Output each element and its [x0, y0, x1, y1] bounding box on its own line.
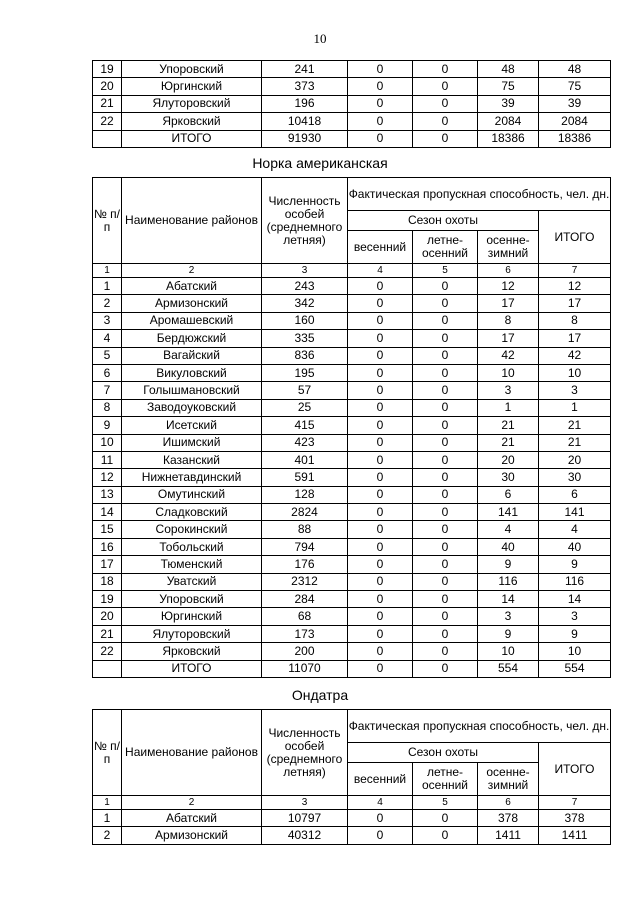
spring-value: 0 — [348, 486, 413, 503]
table-row — [93, 521, 611, 538]
summer-autumn-value: 0 — [413, 347, 478, 364]
summer-autumn-value: 0 — [413, 660, 478, 677]
column-index: 4 — [348, 264, 413, 278]
header-season: Сезон охоты — [348, 743, 539, 763]
district-name: Аромашевский — [122, 312, 262, 329]
row-number: 19 — [93, 591, 122, 608]
row-number: 22 — [93, 113, 122, 130]
district-name: Армизонский — [122, 295, 262, 312]
autumn-winter-value: 2084 — [478, 113, 539, 130]
header-summer-autumn: летне-осенний — [413, 231, 478, 264]
header-capacity: Фактическая пропускная способность, чел. дн. — [348, 178, 611, 211]
autumn-winter-value: 30 — [478, 469, 539, 486]
population: 241 — [262, 61, 348, 78]
summer-autumn-value: 0 — [413, 451, 478, 468]
row-number: 12 — [93, 469, 122, 486]
summer-autumn-value: 0 — [413, 364, 478, 381]
column-index: 7 — [539, 264, 611, 278]
summer-autumn-value: 0 — [413, 61, 478, 78]
spring-value: 0 — [348, 469, 413, 486]
header-autumn-winter: осенне-зимний — [478, 763, 539, 796]
district-name: Вагайский — [122, 347, 262, 364]
autumn-winter-value: 3 — [478, 382, 539, 399]
district-name: Омутинский — [122, 486, 262, 503]
autumn-winter-value: 21 — [478, 417, 539, 434]
column-index: 4 — [348, 796, 413, 810]
column-index: 3 — [262, 796, 348, 810]
population: 196 — [262, 95, 348, 112]
row-number: 21 — [93, 625, 122, 642]
total-value: 10 — [539, 364, 611, 381]
total-value: 9 — [539, 556, 611, 573]
header-autumn-winter: осенне-зимний — [478, 231, 539, 264]
table-row — [93, 504, 611, 521]
population: 794 — [262, 538, 348, 555]
row-number: 11 — [93, 451, 122, 468]
spring-value: 0 — [348, 61, 413, 78]
population: 10797 — [262, 810, 348, 827]
page-number: 10 — [313, 31, 327, 46]
spring-value: 0 — [348, 347, 413, 364]
population: 160 — [262, 312, 348, 329]
autumn-winter-value: 1 — [478, 399, 539, 416]
summer-autumn-value: 0 — [413, 556, 478, 573]
table-row — [93, 295, 611, 312]
column-index: 2 — [122, 264, 262, 278]
summer-autumn-value: 0 — [413, 469, 478, 486]
column-index: 6 — [478, 796, 539, 810]
continuation-table — [92, 60, 611, 148]
district-name: Голышмановский — [122, 382, 262, 399]
spring-value: 0 — [348, 643, 413, 660]
autumn-winter-value: 17 — [478, 295, 539, 312]
district-name: Сладковский — [122, 504, 262, 521]
population: 243 — [262, 278, 348, 295]
population: 176 — [262, 556, 348, 573]
autumn-winter-value: 116 — [478, 573, 539, 590]
population: 88 — [262, 521, 348, 538]
table-row — [93, 810, 611, 827]
total-value: 116 — [539, 573, 611, 590]
table-row — [93, 78, 611, 95]
column-index: 5 — [413, 796, 478, 810]
table-row — [93, 399, 611, 416]
spring-value: 0 — [348, 78, 413, 95]
population: 284 — [262, 591, 348, 608]
header-name: Наименование районов — [122, 710, 262, 796]
district-name: Нижнетавдинский — [122, 469, 262, 486]
autumn-winter-value: 14 — [478, 591, 539, 608]
row-number: 3 — [93, 312, 122, 329]
population: 591 — [262, 469, 348, 486]
summer-autumn-value: 0 — [413, 95, 478, 112]
total-value: 141 — [539, 504, 611, 521]
district-name: Сорокинский — [122, 521, 262, 538]
spring-value: 0 — [348, 434, 413, 451]
total-value: 8 — [539, 312, 611, 329]
district-name: Тюменский — [122, 556, 262, 573]
autumn-winter-value: 6 — [478, 486, 539, 503]
row-number: 15 — [93, 521, 122, 538]
row-number: 19 — [93, 61, 122, 78]
population: 173 — [262, 625, 348, 642]
district-name: Абатский — [122, 278, 262, 295]
header-num: № п/п — [93, 178, 122, 264]
autumn-winter-value: 1411 — [478, 827, 539, 844]
population: 342 — [262, 295, 348, 312]
population: 68 — [262, 608, 348, 625]
district-name: Ишимский — [122, 434, 262, 451]
spring-value: 0 — [348, 591, 413, 608]
autumn-winter-value: 554 — [478, 660, 539, 677]
column-index-row — [93, 796, 611, 810]
row-number: 6 — [93, 364, 122, 381]
population: 423 — [262, 434, 348, 451]
district-name: Армизонский — [122, 827, 262, 844]
row-number: 8 — [93, 399, 122, 416]
spring-value: 0 — [348, 417, 413, 434]
spring-value: 0 — [348, 608, 413, 625]
total-value: 48 — [539, 61, 611, 78]
spring-value: 0 — [348, 556, 413, 573]
autumn-winter-value: 3 — [478, 608, 539, 625]
population: 11070 — [262, 660, 348, 677]
summer-autumn-value: 0 — [413, 399, 478, 416]
total-value: 3 — [539, 382, 611, 399]
table-row — [93, 591, 611, 608]
table-row — [93, 347, 611, 364]
column-index: 1 — [93, 796, 122, 810]
column-index: 5 — [413, 264, 478, 278]
summer-autumn-value: 0 — [413, 295, 478, 312]
total-value: 18386 — [539, 130, 611, 147]
autumn-winter-value: 40 — [478, 538, 539, 555]
row-number: 2 — [93, 295, 122, 312]
spring-value: 0 — [348, 625, 413, 642]
total-value: 378 — [539, 810, 611, 827]
summer-autumn-value: 0 — [413, 810, 478, 827]
summer-autumn-value: 0 — [413, 78, 478, 95]
summer-autumn-value: 0 — [413, 538, 478, 555]
spring-value: 0 — [348, 573, 413, 590]
total-value: 40 — [539, 538, 611, 555]
header-season: Сезон охоты — [348, 211, 539, 231]
autumn-winter-value: 42 — [478, 347, 539, 364]
total-value: 30 — [539, 469, 611, 486]
population: 2312 — [262, 573, 348, 590]
table-row — [93, 660, 611, 677]
summer-autumn-value: 0 — [413, 827, 478, 844]
autumn-winter-value: 4 — [478, 521, 539, 538]
summer-autumn-value: 0 — [413, 113, 478, 130]
summer-autumn-value: 0 — [413, 486, 478, 503]
total-value: 3 — [539, 608, 611, 625]
table-row — [93, 451, 611, 468]
total-value: 4 — [539, 521, 611, 538]
population: 415 — [262, 417, 348, 434]
table-row — [93, 625, 611, 642]
total-value: 17 — [539, 330, 611, 347]
table-row — [93, 330, 611, 347]
district-name: Упоровский — [122, 61, 262, 78]
table-row — [93, 573, 611, 590]
summer-autumn-value: 0 — [413, 434, 478, 451]
autumn-winter-value: 10 — [478, 364, 539, 381]
summer-autumn-value: 0 — [413, 504, 478, 521]
total-value: 21 — [539, 434, 611, 451]
table-row — [93, 434, 611, 451]
population: 57 — [262, 382, 348, 399]
summer-autumn-value: 0 — [413, 608, 478, 625]
district-name: Ярковский — [122, 643, 262, 660]
header-total: ИТОГО — [539, 743, 611, 796]
spring-value: 0 — [348, 451, 413, 468]
district-name: Уватский — [122, 573, 262, 590]
spring-value: 0 — [348, 504, 413, 521]
autumn-winter-value: 39 — [478, 95, 539, 112]
column-index: 1 — [93, 264, 122, 278]
row-number: 14 — [93, 504, 122, 521]
total-value: 17 — [539, 295, 611, 312]
row-number: 22 — [93, 643, 122, 660]
table-row — [93, 61, 611, 78]
population: 40312 — [262, 827, 348, 844]
row-number — [93, 130, 122, 147]
row-number: 13 — [93, 486, 122, 503]
row-number: 1 — [93, 810, 122, 827]
population: 836 — [262, 347, 348, 364]
summer-autumn-value: 0 — [413, 278, 478, 295]
table-row — [93, 643, 611, 660]
district-name: Исетский — [122, 417, 262, 434]
population: 10418 — [262, 113, 348, 130]
population: 128 — [262, 486, 348, 503]
population: 25 — [262, 399, 348, 416]
table-row — [93, 382, 611, 399]
row-number: 2 — [93, 827, 122, 844]
spring-value: 0 — [348, 113, 413, 130]
column-index: 2 — [122, 796, 262, 810]
total-value: 12 — [539, 278, 611, 295]
spring-value: 0 — [348, 399, 413, 416]
spring-value: 0 — [348, 330, 413, 347]
summer-autumn-value: 0 — [413, 130, 478, 147]
table-row — [93, 278, 611, 295]
autumn-winter-value: 141 — [478, 504, 539, 521]
district-name: Ярковский — [122, 113, 262, 130]
row-number: 10 — [93, 434, 122, 451]
section-title-mink: Норка американская — [252, 155, 388, 171]
autumn-winter-value: 10 — [478, 643, 539, 660]
district-name: Ялуторовский — [122, 625, 262, 642]
spring-value: 0 — [348, 382, 413, 399]
total-value: 21 — [539, 417, 611, 434]
row-number: 20 — [93, 78, 122, 95]
autumn-winter-value: 18386 — [478, 130, 539, 147]
summer-autumn-value: 0 — [413, 521, 478, 538]
autumn-winter-value: 20 — [478, 451, 539, 468]
column-index: 7 — [539, 796, 611, 810]
spring-value: 0 — [348, 660, 413, 677]
total-value: 42 — [539, 347, 611, 364]
table-row — [93, 608, 611, 625]
autumn-winter-value: 48 — [478, 61, 539, 78]
spring-value: 0 — [348, 827, 413, 844]
row-number: 20 — [93, 608, 122, 625]
section-title-muskrat: Ондатра — [291, 687, 349, 703]
district-name: Юргинский — [122, 78, 262, 95]
district-name: Бердюжский — [122, 330, 262, 347]
district-name: Ялуторовский — [122, 95, 262, 112]
row-number: 9 — [93, 417, 122, 434]
row-number: 4 — [93, 330, 122, 347]
row-number: 21 — [93, 95, 122, 112]
header-name: Наименование районов — [122, 178, 262, 264]
header-count: Численность особей (среднемного летняя) — [262, 710, 348, 796]
district-name: Абатский — [122, 810, 262, 827]
muskrat-table — [92, 709, 611, 845]
table-row — [93, 95, 611, 112]
total-value: 554 — [539, 660, 611, 677]
spring-value: 0 — [348, 810, 413, 827]
spring-value: 0 — [348, 521, 413, 538]
column-index: 3 — [262, 264, 348, 278]
population: 2824 — [262, 504, 348, 521]
spring-value: 0 — [348, 295, 413, 312]
table-row — [93, 113, 611, 130]
autumn-winter-value: 12 — [478, 278, 539, 295]
mink-table — [92, 177, 611, 678]
autumn-winter-value: 21 — [478, 434, 539, 451]
summer-autumn-value: 0 — [413, 573, 478, 590]
row-number: 7 — [93, 382, 122, 399]
total-value: 1 — [539, 399, 611, 416]
population: 195 — [262, 364, 348, 381]
total-value: 6 — [539, 486, 611, 503]
summer-autumn-value: 0 — [413, 591, 478, 608]
table-row — [93, 538, 611, 555]
header-capacity: Фактическая пропускная способность, чел. дн. — [348, 710, 611, 743]
total-value: 20 — [539, 451, 611, 468]
table-row — [93, 417, 611, 434]
district-name: ИТОГО — [122, 660, 262, 677]
column-index: 6 — [478, 264, 539, 278]
spring-value: 0 — [348, 278, 413, 295]
total-value: 9 — [539, 625, 611, 642]
population: 401 — [262, 451, 348, 468]
row-number — [93, 660, 122, 677]
district-name: Заводоуковский — [122, 399, 262, 416]
autumn-winter-value: 9 — [478, 556, 539, 573]
total-value: 39 — [539, 95, 611, 112]
summer-autumn-value: 0 — [413, 417, 478, 434]
table-row — [93, 556, 611, 573]
column-index-row — [93, 264, 611, 278]
summer-autumn-value: 0 — [413, 382, 478, 399]
autumn-winter-value: 9 — [478, 625, 539, 642]
header-count: Численность особей (среднемного летняя) — [262, 178, 348, 264]
table-row — [93, 827, 611, 844]
spring-value: 0 — [348, 364, 413, 381]
header-spring: весенний — [348, 763, 413, 796]
summer-autumn-value: 0 — [413, 625, 478, 642]
summer-autumn-value: 0 — [413, 643, 478, 660]
district-name: Юргинский — [122, 608, 262, 625]
total-value: 14 — [539, 591, 611, 608]
autumn-winter-value: 378 — [478, 810, 539, 827]
district-name: Упоровский — [122, 591, 262, 608]
total-value: 2084 — [539, 113, 611, 130]
autumn-winter-value: 17 — [478, 330, 539, 347]
summer-autumn-value: 0 — [413, 330, 478, 347]
row-number: 18 — [93, 573, 122, 590]
table-row — [93, 312, 611, 329]
total-value: 1411 — [539, 827, 611, 844]
total-value: 75 — [539, 78, 611, 95]
row-number: 16 — [93, 538, 122, 555]
population: 200 — [262, 643, 348, 660]
total-value: 10 — [539, 643, 611, 660]
row-number: 17 — [93, 556, 122, 573]
district-name: Викуловский — [122, 364, 262, 381]
summer-autumn-value: 0 — [413, 312, 478, 329]
table-row — [93, 364, 611, 381]
table-row — [93, 486, 611, 503]
header-summer-autumn: летне-осенний — [413, 763, 478, 796]
table-row — [93, 469, 611, 486]
header-spring: весенний — [348, 231, 413, 264]
autumn-winter-value: 8 — [478, 312, 539, 329]
population: 373 — [262, 78, 348, 95]
spring-value: 0 — [348, 538, 413, 555]
spring-value: 0 — [348, 312, 413, 329]
header-num: № п/п — [93, 710, 122, 796]
population: 91930 — [262, 130, 348, 147]
autumn-winter-value: 75 — [478, 78, 539, 95]
row-number: 1 — [93, 278, 122, 295]
header-total: ИТОГО — [539, 211, 611, 264]
table-row — [93, 130, 611, 147]
spring-value: 0 — [348, 95, 413, 112]
population: 335 — [262, 330, 348, 347]
district-name: Казанский — [122, 451, 262, 468]
district-name: Тобольский — [122, 538, 262, 555]
spring-value: 0 — [348, 130, 413, 147]
district-name: ИТОГО — [122, 130, 262, 147]
row-number: 5 — [93, 347, 122, 364]
